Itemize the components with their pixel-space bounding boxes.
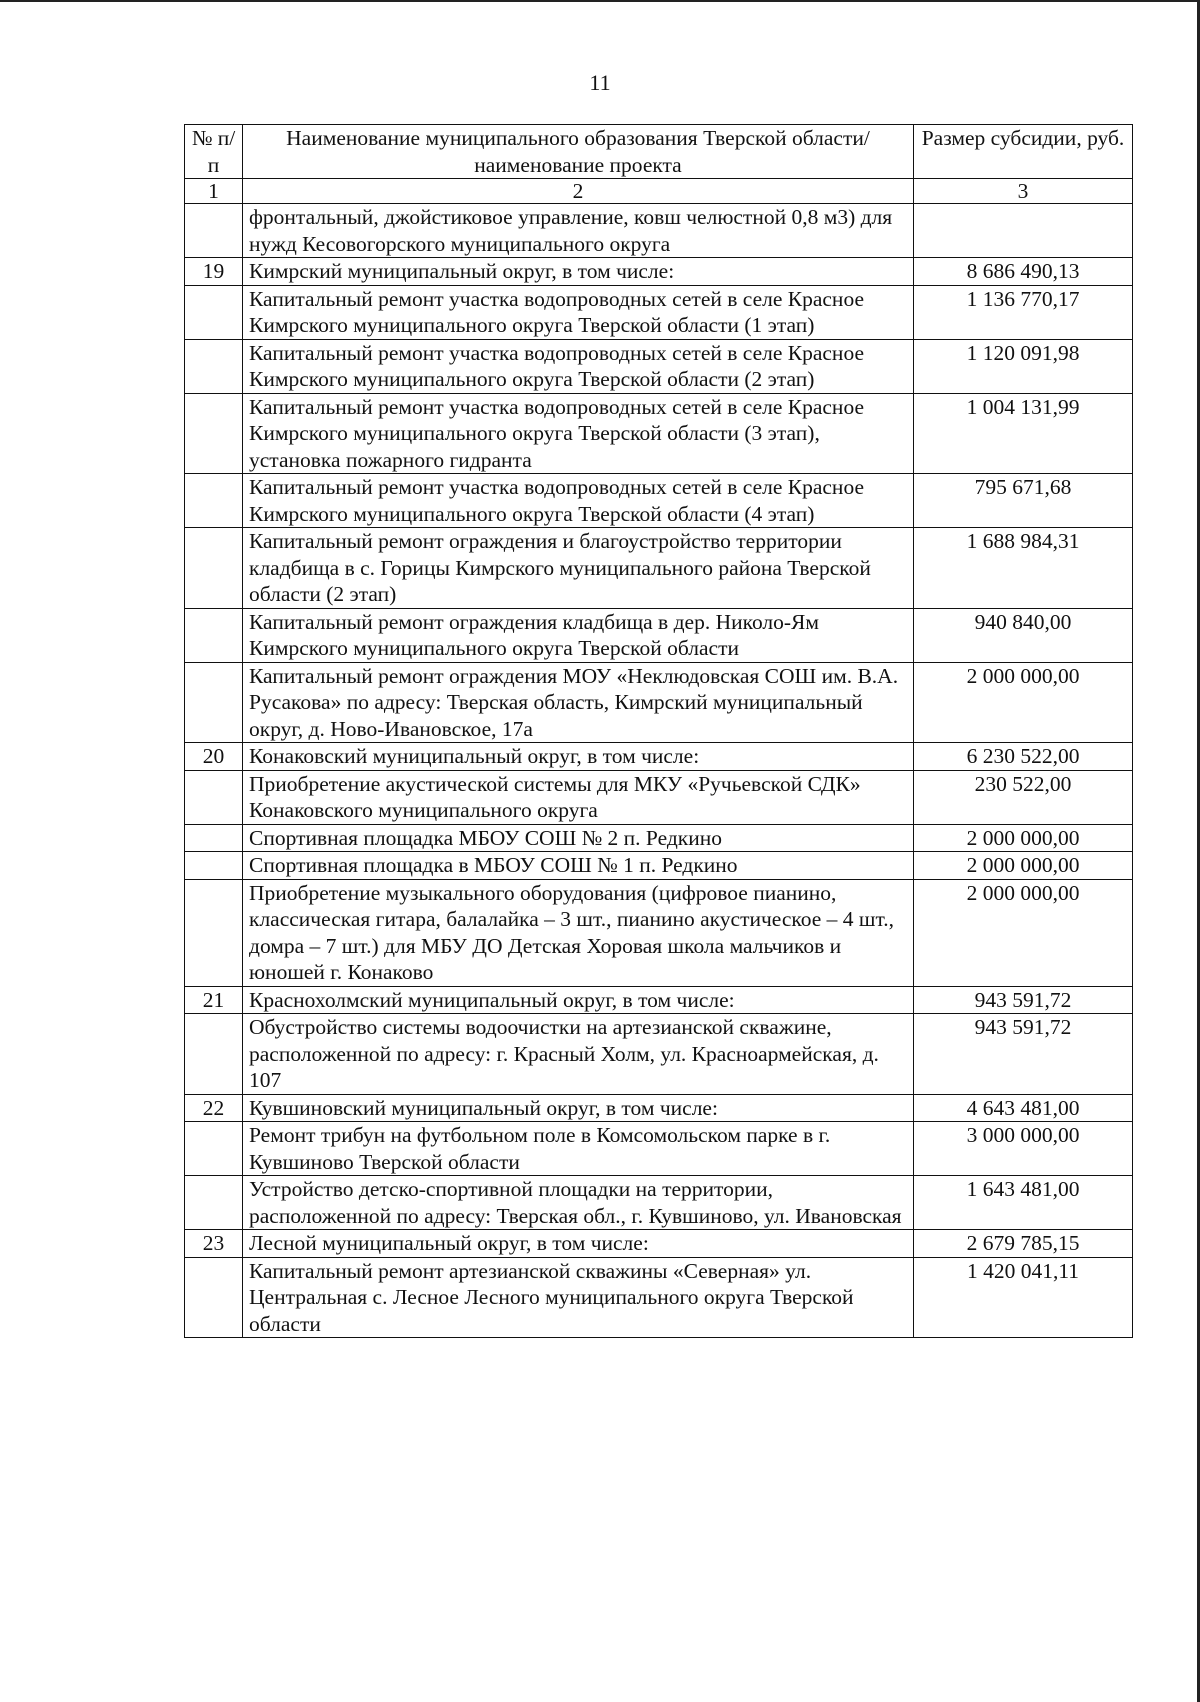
row-number-cell: 22 xyxy=(185,1094,243,1122)
row-amount-cell: 943 591,72 xyxy=(914,1014,1133,1095)
row-amount-cell: 2 000 000,00 xyxy=(914,879,1133,986)
row-amount-cell: 2 679 785,15 xyxy=(914,1230,1133,1258)
row-amount-cell: 943 591,72 xyxy=(914,986,1133,1014)
header-num: № п/п xyxy=(185,125,243,179)
header-amount: Размер субсидии, руб. xyxy=(914,125,1133,179)
row-name-cell: Спортивная площадка в МБОУ СОШ № 1 п. Редкино xyxy=(243,852,914,880)
row-name-cell: фронтальный, джойстиковое управление, ковш челюстной 0,8 м3) для нужд Кесовогорского муниципального округа xyxy=(243,204,914,258)
row-number-cell xyxy=(185,770,243,824)
row-amount-cell: 3 000 000,00 xyxy=(914,1122,1133,1176)
column-index-1: 1 xyxy=(185,179,243,204)
row-number-cell xyxy=(185,1176,243,1230)
table-row xyxy=(185,662,1133,743)
row-name-cell: Краснохолмский муниципальный округ, в том числе: xyxy=(243,986,914,1014)
row-name-cell: Капитальный ремонт участка водопроводных сетей в селе Красное Кимрского муниципального округа Тверской области (2 этап) xyxy=(243,339,914,393)
row-name-cell: Приобретение музыкального оборудования (цифровое пианино, классическая гитара, балалайка – 3 шт., пианино акустическое – 4 шт., домра – 7 шт.) для МБУ ДО Детская Хоровая школа мальчиков и юношей г. Конаково xyxy=(243,879,914,986)
row-number-cell: 19 xyxy=(185,258,243,286)
table-row xyxy=(185,528,1133,609)
page-number: 11 xyxy=(589,70,611,95)
row-number-cell xyxy=(185,1014,243,1095)
row-number-cell: 20 xyxy=(185,743,243,771)
table-row xyxy=(185,1230,1133,1258)
row-number-cell xyxy=(185,528,243,609)
row-amount-cell: 2 000 000,00 xyxy=(914,662,1133,743)
row-amount-cell: 2 000 000,00 xyxy=(914,824,1133,852)
row-number-cell xyxy=(185,393,243,474)
row-name-cell: Капитальный ремонт участка водопроводных сетей в селе Красное Кимрского муниципального округа Тверской области (1 этап) xyxy=(243,285,914,339)
row-amount-cell: 2 000 000,00 xyxy=(914,852,1133,880)
row-number-cell xyxy=(185,824,243,852)
table-row xyxy=(185,1014,1133,1095)
table-row xyxy=(185,1094,1133,1122)
row-name-cell: Капитальный ремонт ограждения кладбища в дер. Николо-Ям Кимрского муниципального округа Тверской области xyxy=(243,608,914,662)
column-index-3: 3 xyxy=(914,179,1133,204)
row-amount-cell: 1 420 041,11 xyxy=(914,1257,1133,1338)
row-name-cell: Капитальный ремонт ограждения МОУ «Неклюдовская СОШ им. В.А. Русакова» по адресу: Тверская область, Кимрский муниципальный округ, д. Ново-Ивановское, 17а xyxy=(243,662,914,743)
row-name-cell: Устройство детско-спортивной площадки на территории, расположенной по адресу: Тверская обл., г. Кувшиново, ул. Ивановская xyxy=(243,1176,914,1230)
column-index-2: 2 xyxy=(243,179,914,204)
row-amount-cell: 795 671,68 xyxy=(914,474,1133,528)
row-number-cell xyxy=(185,285,243,339)
table-row xyxy=(185,986,1133,1014)
row-number-cell xyxy=(185,339,243,393)
row-amount-cell: 1 004 131,99 xyxy=(914,393,1133,474)
row-amount-cell: 1 643 481,00 xyxy=(914,1176,1133,1230)
table-row xyxy=(185,770,1133,824)
row-name-cell: Капитальный ремонт участка водопроводных сетей в селе Красное Кимрского муниципального округа Тверской области (3 этап), установка пожарного гидранта xyxy=(243,393,914,474)
row-number-cell xyxy=(185,474,243,528)
row-name-cell: Капитальный ремонт участка водопроводных сетей в селе Красное Кимрского муниципального округа Тверской области (4 этап) xyxy=(243,474,914,528)
table-row xyxy=(185,285,1133,339)
row-amount-cell xyxy=(914,204,1133,258)
row-number-cell xyxy=(185,1257,243,1338)
row-name-cell: Обустройство системы водоочистки на артезианской скважине, расположенной по адресу: г. Красный Холм, ул. Красноармейская, д. 107 xyxy=(243,1014,914,1095)
row-name-cell: Спортивная площадка МБОУ СОШ № 2 п. Редкино xyxy=(243,824,914,852)
table-row xyxy=(185,852,1133,880)
table-row xyxy=(185,824,1133,852)
table-row xyxy=(185,879,1133,986)
table-body xyxy=(185,204,1133,1338)
row-number-cell: 21 xyxy=(185,986,243,1014)
table-row xyxy=(185,608,1133,662)
row-name-cell: Приобретение акустической системы для МКУ «Ручьевской СДК» Конаковского муниципального округа xyxy=(243,770,914,824)
row-name-cell: Капитальный ремонт артезианской скважины «Северная» ул. Центральная с. Лесное Лесного муниципального округа Тверской области xyxy=(243,1257,914,1338)
row-number-cell xyxy=(185,662,243,743)
row-number-cell xyxy=(185,204,243,258)
table-row xyxy=(185,1176,1133,1230)
table-row xyxy=(185,204,1133,258)
row-number-cell xyxy=(185,852,243,880)
table-row xyxy=(185,1122,1133,1176)
table-row xyxy=(185,258,1133,286)
row-name-cell: Конаковский муниципальный округ, в том числе: xyxy=(243,743,914,771)
scan-edge-top xyxy=(0,0,1200,2)
row-amount-cell: 1 136 770,17 xyxy=(914,285,1133,339)
table-row xyxy=(185,1257,1133,1338)
row-name-cell: Ремонт трибун на футбольном поле в Комсомольском парке в г. Кувшиново Тверской области xyxy=(243,1122,914,1176)
row-name-cell: Кимрский муниципальный округ, в том числе: xyxy=(243,258,914,286)
table-header-row xyxy=(185,125,1133,179)
row-amount-cell: 8 686 490,13 xyxy=(914,258,1133,286)
row-amount-cell: 1 120 091,98 xyxy=(914,339,1133,393)
row-amount-cell: 6 230 522,00 xyxy=(914,743,1133,771)
table-row xyxy=(185,393,1133,474)
row-amount-cell: 230 522,00 xyxy=(914,770,1133,824)
row-number-cell xyxy=(185,879,243,986)
row-number-cell xyxy=(185,608,243,662)
row-name-cell: Капитальный ремонт ограждения и благоустройство территории кладбища в с. Горицы Кимрского муниципального района Тверской области (2 этап) xyxy=(243,528,914,609)
header-name: Наименование муниципального образования Тверской области/наименование проекта xyxy=(243,125,914,179)
table-row xyxy=(185,339,1133,393)
subsidy-table xyxy=(184,124,1133,1338)
row-number-cell xyxy=(185,1122,243,1176)
row-amount-cell: 1 688 984,31 xyxy=(914,528,1133,609)
row-amount-cell: 940 840,00 xyxy=(914,608,1133,662)
row-amount-cell: 4 643 481,00 xyxy=(914,1094,1133,1122)
row-name-cell: Кувшиновский муниципальный округ, в том числе: xyxy=(243,1094,914,1122)
column-index-row xyxy=(185,179,1133,204)
row-name-cell: Лесной муниципальный округ, в том числе: xyxy=(243,1230,914,1258)
row-number-cell: 23 xyxy=(185,1230,243,1258)
table-row xyxy=(185,474,1133,528)
table-row xyxy=(185,743,1133,771)
